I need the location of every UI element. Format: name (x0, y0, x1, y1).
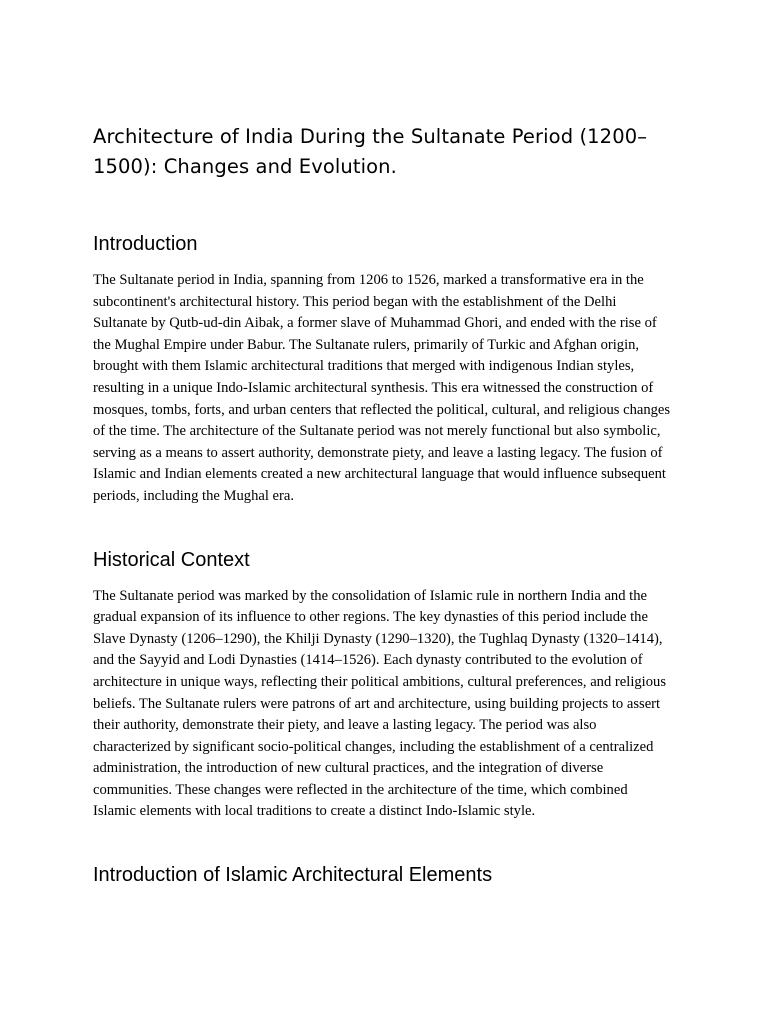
paragraph-historical-context: The Sultanate period was marked by the consolidation of Islamic rule in northern India and the gradual expansion of its influence to other regions. The key dynasties of this period include the Slave Dynasty (1206–1290), the Khilji Dynasty (1290–1320), the Tughlaq Dynasty (1320–1414), and the Sayyid and Lodi Dynasties (1414–1526). Each dynasty contributed to the evolution of architecture in unique ways, reflecting their political ambitions, cultural preferences, and religious beliefs. The Sultanate rulers were patrons of art and architecture, using building projects to assert their authority, demonstrate their piety, and leave a lasting legacy. The period was also characterized by significant socio-political changes, including the establishment of a centralized administration, the introduction of new cultural practices, and the integration of diverse communities. These changes were reflected in the architecture of the time, which combined Islamic elements with local traditions to create a distinct Indo-Islamic style. (93, 587, 666, 820)
section-heading-introduction: Introduction (93, 233, 198, 255)
paragraph-introduction: The Sultanate period in India, spanning from 1206 to 1526, marked a transformative era in the subcontinent's architectural history. This period began with the establishment of the Delhi Sultanate by Qutb-ud-din Aibak, a former slave of Muhammad Ghori, and ended with the rise of the Mughal Empire under Babur. The Sultanate rulers, primarily of Turkic and Afghan origin, brought with them Islamic architectural traditions that merged with indigenous Indian styles, resulting in a unique Indo-Islamic architectural synthesis. This era witnessed the construction of mosques, tombs, forts, and urban centers that reflected the political, cultural, and religious changes of the time. The architecture of the Sultanate period was not merely functional but also symbolic, serving as a means to assert authority, demonstrate piety, and leave a lasting legacy. The fusion of Islamic and Indian elements created a new architectural language that would influence subsequent periods, including the Mughal era. (93, 272, 671, 504)
document-title: Architecture of India During the Sultanate Period (1200–1500): Changes and Evolution. (93, 125, 648, 178)
section-heading-islamic-elements: Introduction of Islamic Architectural Elements (93, 864, 493, 887)
document-body (93, 122, 683, 888)
section-heading-historical-context: Historical Context (93, 548, 250, 571)
